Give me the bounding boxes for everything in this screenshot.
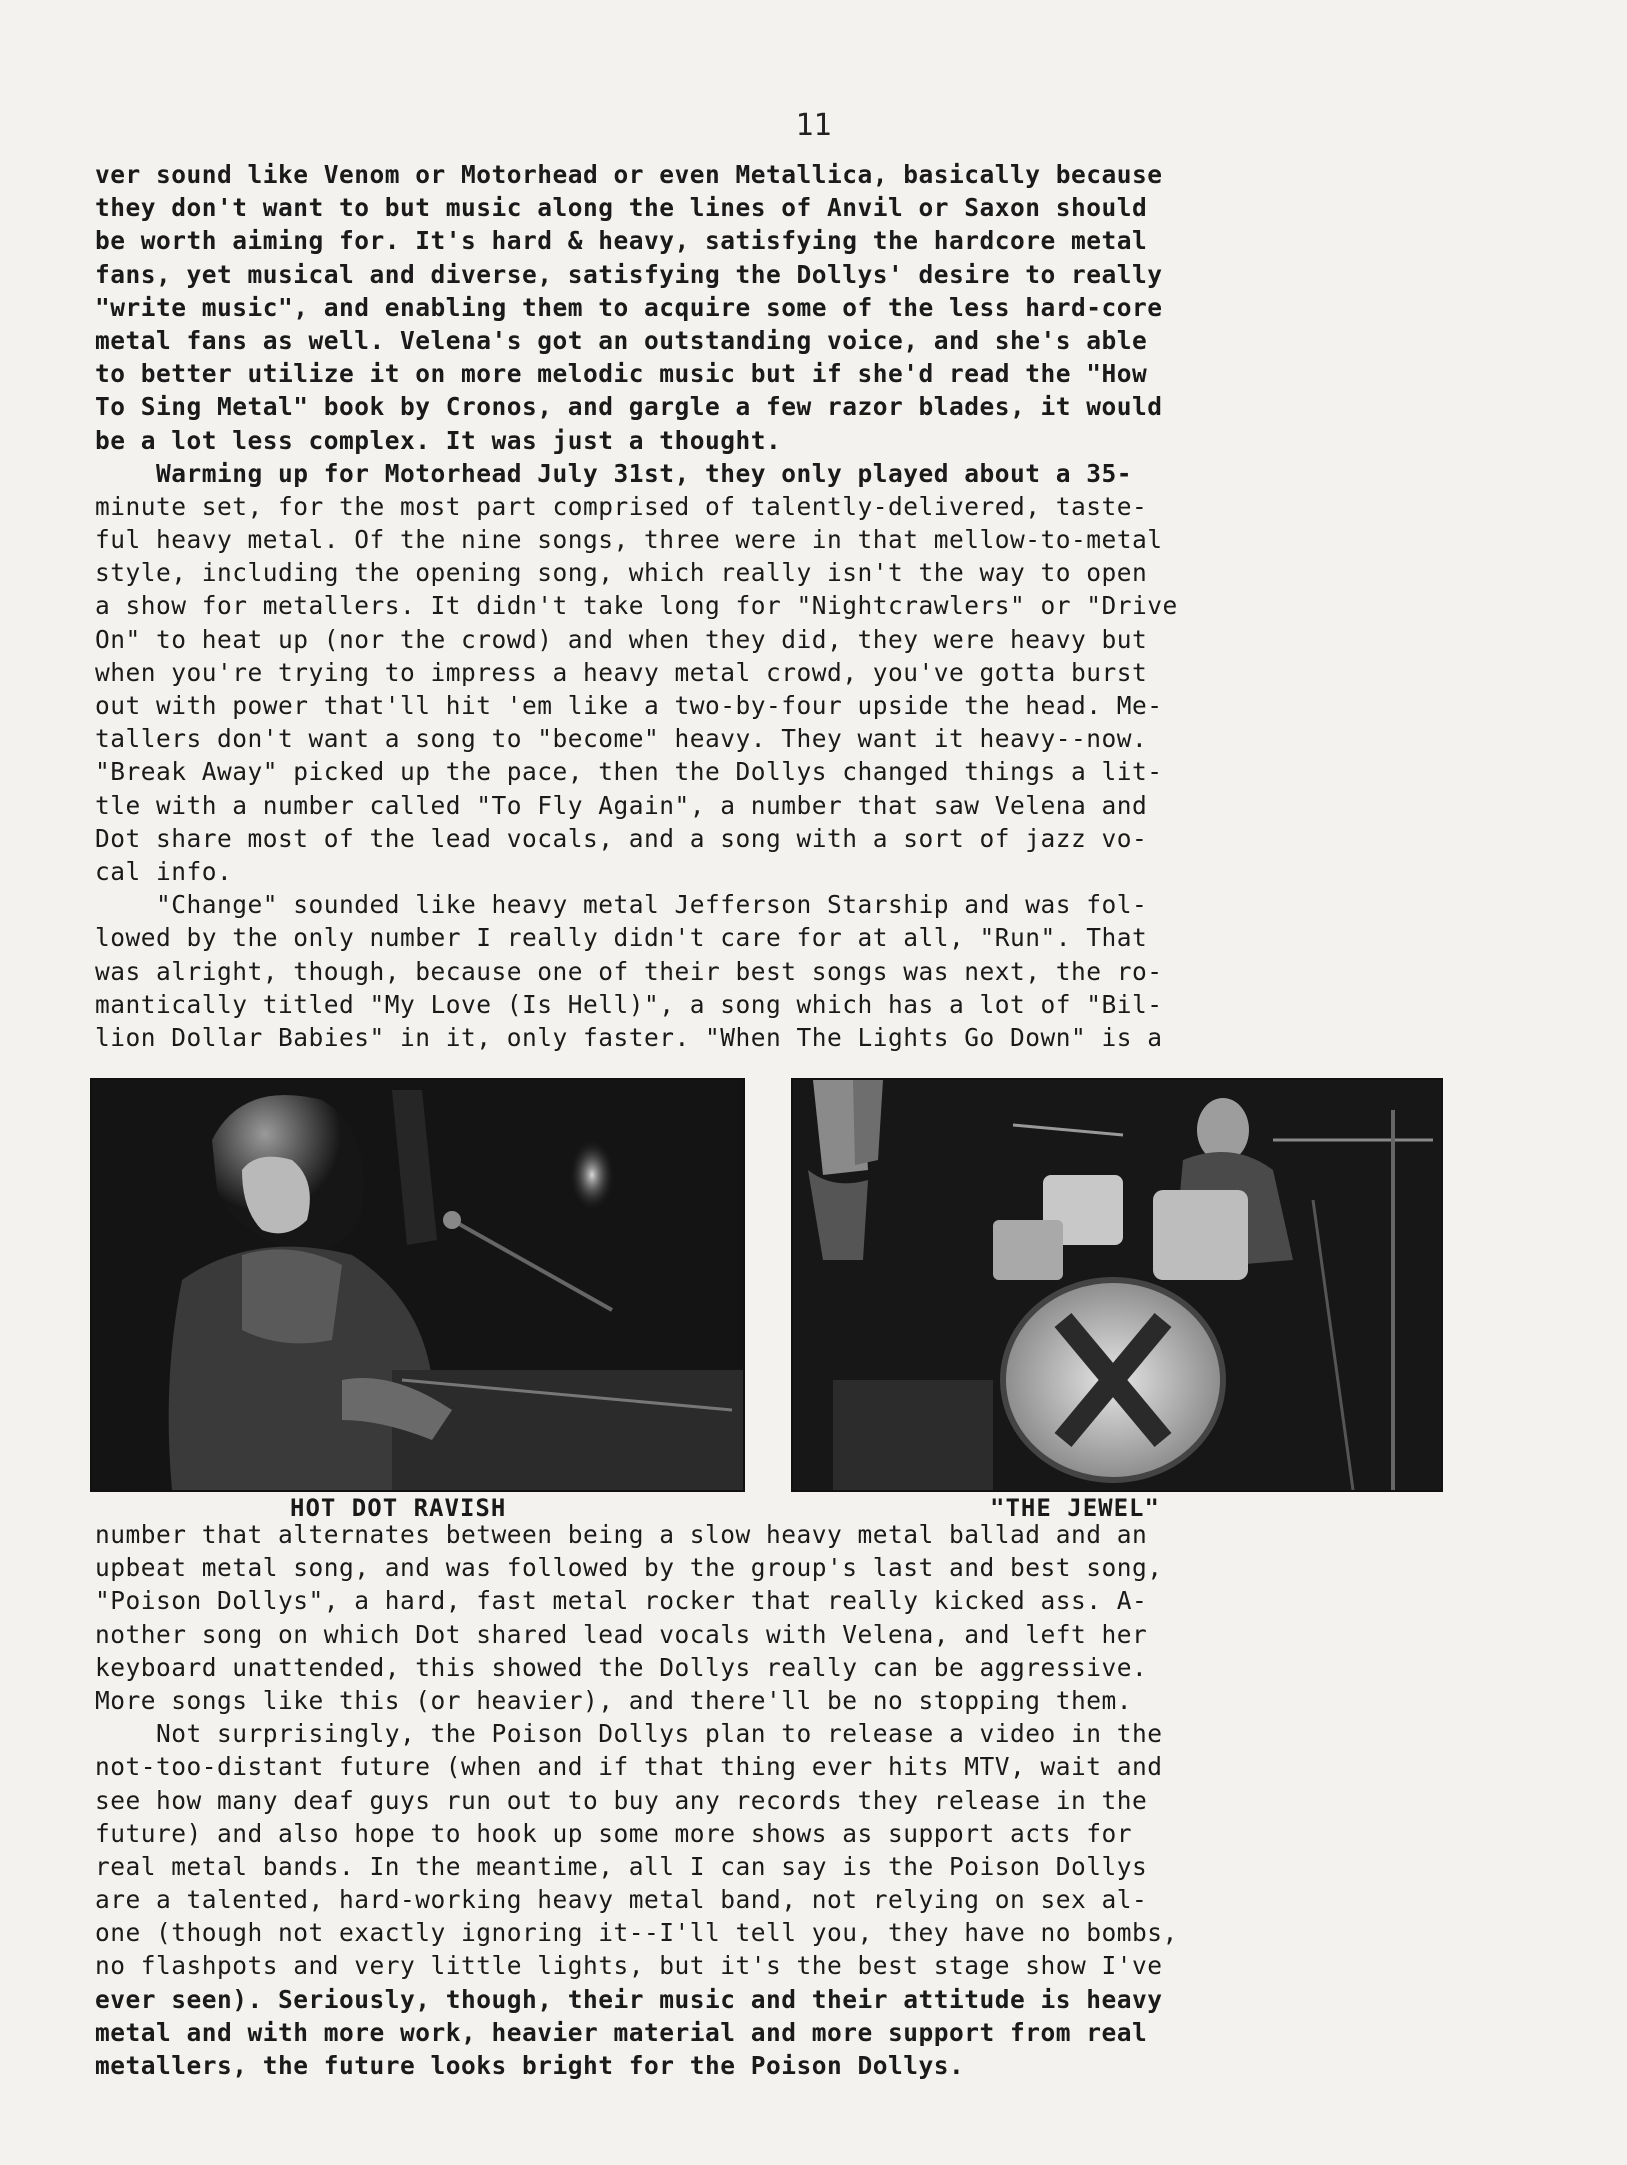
- text-line: "Change" sounded like heavy metal Jefferson Starship and was fol-: [95, 890, 1148, 920]
- text-line: On" to heat up (nor the crowd) and when they did, they were heavy but: [95, 624, 1148, 654]
- photo-caption-right: "THE JEWEL": [990, 1494, 1160, 1522]
- text-line: metal fans as well. Velena's got an outstanding voice, and she's able: [95, 325, 1148, 355]
- text-line: ful heavy metal. Of the nine songs, three were in that mellow-to-metal: [95, 525, 1163, 555]
- text-line: style, including the opening song, which really isn't the way to open: [95, 558, 1148, 588]
- text-line: More songs like this (or heavier), and there'll be no stopping them.: [95, 1685, 1133, 1715]
- text-line: not-too-distant future (when and if that thing ever hits MTV, wait and: [95, 1752, 1163, 1782]
- text-line: be a lot less complex. It was just a thought.: [95, 425, 782, 455]
- text-line: tle with a number called "To Fly Again", a number that saw Velena and: [95, 790, 1148, 820]
- text-line: Not surprisingly, the Poison Dollys plan to release a video in the: [95, 1719, 1163, 1749]
- text-line: Warming up for Motorhead July 31st, they only played about a 35-: [95, 458, 1133, 488]
- photo-keyboardist: [90, 1078, 745, 1492]
- text-line: they don't want to but music along the lines of Anvil or Saxon should: [95, 193, 1148, 223]
- text-line: ever seen). Seriously, though, their music and their attitude is heavy: [95, 1984, 1163, 2014]
- text-line: when you're trying to impress a heavy metal crowd, you've gotta burst: [95, 657, 1148, 687]
- text-line: mantically titled "My Love (Is Hell)", a song which has a lot of "Bil-: [95, 989, 1163, 1019]
- text-line: To Sing Metal" book by Cronos, and gargle a few razor blades, it would: [95, 392, 1163, 422]
- article-text-bottom: [95, 1518, 1435, 2082]
- text-line: keyboard unattended, this showed the Dollys really can be aggressive.: [95, 1652, 1148, 1682]
- text-line: no flashpots and very little lights, but it's the best stage show I've: [95, 1951, 1163, 1981]
- text-line: lion Dollar Babies" in it, only faster. "When The Lights Go Down" is a: [95, 1022, 1163, 1052]
- text-line: out with power that'll hit 'em like a two-by-four upside the head. Me-: [95, 691, 1163, 720]
- photo-drummer: [791, 1078, 1443, 1492]
- text-line: Dot share most of the lead vocals, and a song with a sort of jazz vo-: [95, 823, 1148, 853]
- text-line: fans, yet musical and diverse, satisfying the Dollys' desire to really: [95, 259, 1163, 289]
- text-line: "write music", and enabling them to acquire some of the less hard-core: [95, 292, 1163, 322]
- text-line: cal info.: [95, 856, 233, 886]
- text-line: was alright, though, because one of their best songs was next, the ro-: [95, 956, 1163, 986]
- photo-caption-left: HOT DOT RAVISH: [290, 1494, 507, 1522]
- text-line: metal and with more work, heavier material and more support from real: [95, 2017, 1148, 2047]
- text-line: see how many deaf guys run out to buy any records they release in the: [95, 1785, 1148, 1815]
- article-text-top: [95, 158, 1435, 1054]
- text-line: are a talented, hard-working heavy metal band, not relying on sex al-: [95, 1885, 1148, 1915]
- text-line: tallers don't want a song to "become" heavy. They want it heavy--now.: [95, 724, 1148, 754]
- text-line: "Poison Dollys", a hard, fast metal rocker that really kicked ass. A-: [95, 1586, 1148, 1616]
- text-line: ver sound like Venom or Motorhead or even Metallica, basically because: [95, 160, 1163, 189]
- text-line: future) and also hope to hook up some more shows as support acts for: [95, 1818, 1133, 1848]
- text-line: metallers, the future looks bright for the Poison Dollys.: [95, 2051, 965, 2080]
- text-line: one (though not exactly ignoring it--I'll tell you, they have no bombs,: [95, 1918, 1178, 1948]
- text-line: to better utilize it on more melodic music but if she'd read the "How: [95, 359, 1148, 389]
- text-line: number that alternates between being a slow heavy metal ballad and an: [95, 1520, 1148, 1549]
- text-line: "Break Away" picked up the pace, then the Dollys changed things a lit-: [95, 757, 1163, 787]
- text-line: minute set, for the most part comprised of talently-delivered, taste-: [95, 491, 1148, 521]
- text-line: real metal bands. In the meantime, all I can say is the Poison Dollys: [95, 1851, 1148, 1881]
- text-line: upbeat metal song, and was followed by the group's last and best song,: [95, 1553, 1163, 1583]
- text-line: nother song on which Dot shared lead vocals with Velena, and left her: [95, 1619, 1148, 1649]
- text-line: be worth aiming for. It's hard & heavy, satisfying the hardcore metal: [95, 226, 1148, 256]
- page-number: 11: [795, 108, 832, 143]
- text-line: a show for metallers. It didn't take long for "Nightcrawlers" or "Drive: [95, 591, 1178, 621]
- text-line: lowed by the only number I really didn't care for at all, "Run". That: [95, 923, 1148, 953]
